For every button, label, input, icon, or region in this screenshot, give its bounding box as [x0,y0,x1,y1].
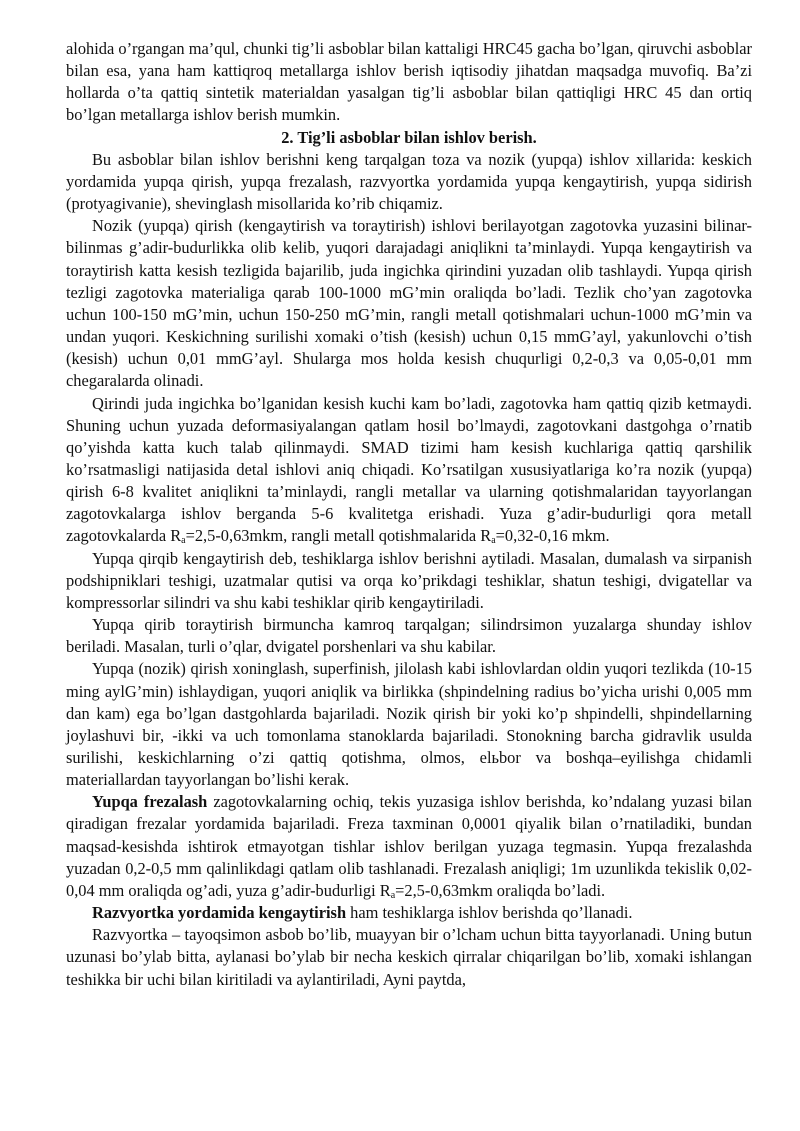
paragraph-reamer-description: Razvyortka – tayoqsimon asbob bo’lib, muayyan bir o’lcham uchun bitta tayyorlanadi. Uning butun uzunasi bo’ylab bitta, aylanasi bo’ylab bir necha keskich qirralar chiqarilgan bo’lib, xomaki ishlangan teshikka bir uchi bilan kiritiladi va aylantiriladi, Ayni paytda, [66,925,752,989]
section-heading: 2. Tig’li asboblar bilan ishlov berish. [281,127,537,147]
term-bold: Yupqa frezalash [92,792,208,812]
text-run: =0,32-0,16 mkm. [495,526,610,546]
paragraph-fine-narrowing: Yupqa qirib toraytirish birmuncha kamroq tarqalgan; silindrsimon yuzalarga shunday ishlov beriladi. Masalan, turli o’qlar, dvigatel porshenlari va shu kabilar. [66,615,752,657]
text-run: =2,5-0,63mkm, rangli metall qotishmalarida R [185,526,492,546]
paragraph-fine-milling [66,791,752,902]
paragraph-reamer-enlarging [66,902,752,924]
paragraph-fine-boring: Nozik (yupqa) qirish (kengaytirish va toraytirish) ishlovi berilayotgan zagotovka yuzasini bilinar-bilinmas g’adir-budurlikka olib kelib, yuqori darajadagi aniqlikni ta’minlaydi. Yupqa kengaytirish va toraytirish katta kesish tezligida bajarilib, juda ingichka qirindini yuzadan olib tashlaydi. Yupqa qirish tezligi zagotovka materialiga qarab 100-1000 mG’min oraliqda bo’ladi. Tezlik cho’yan zagotovka uchun 100-150 mG’min, uchun 150-250 mG’min, rangli metall qotishmalari uchun-1000 mG’min va undan yuqori. Keskichning surilishi xomaki o’tish (kesish) uchun 0,15 mmG’ayl, yakunlovchi o’tish (kesish) uchun 0,01 mmG’ayl. Shularga mos holda kesish chuqurligi 0,2-0,3 va 0,05-0,01 mm chegaralarda olinadi. [66,216,752,391]
subscript: a [491,535,496,547]
paragraph-intro: alohida o’rgangan ma’qul, chunki tig’li asboblar bilan kattaligi HRC45 gacha bo’lgan, qiruvchi asboblar bilan esa, yana ham kattiqroq metallarga ishlov berish iqtisodiy jihatdan maqsadga muvofiq. Ba’zi hollarda o’ta qattiq sintetik materialdan yasalgan tig’li asboblar bilan qattiqligi HRC 45 dan ortiq bo’lgan metallarga ishlov berish mumkin. [66,39,752,125]
paragraph-fine-enlarging: Yupqa qirqib kengaytirish deb, teshiklarga ishlov berishni aytiladi. Masalan, dumalash va sirpanish podshipniklari teshigi, uzatmalar qutisi va orqa ko’prikdagi teshiklar, shatun teshigi, dvigatellar va kompressorlar silindri va shu kabi teshiklar qirib kengaytiriladi. [66,548,752,612]
subscript: a [390,889,396,901]
term-bold: Razvyortka yordamida kengaytirish [92,903,347,923]
text-run: ham teshiklarga ishlov berishda qo’llanadi. [346,903,633,923]
subscript: a [181,535,186,547]
text-run: zagotovkalarning ochiq, tekis yuzasiga ishlov berishda, ko’ndalang yuzasi bilan qiradigan frezalar yordamida bajariladi. Freza taxminan 0,0001 qiyalik bilan o’rnatiladiki, bundan maqsad-kesishda ishtirok etmayotgan tishlar ishlov berilgan yuzaga tegmasin. Yupqa frezalashda yuzadan 0,2-0,5 mm qalinlikdagi qatlam olib tashlanadi. Frezalash aniqligi; 1m uzunlikda tekislik 0,02-0,04 mm oraliqda og’adi, yuza g’adir-budurligi R [66,792,752,900]
text-run: Qirindi juda ingichka bo’lganidan kesish kuchi kam bo’ladi, zagotovka ham qattiq qizib ketmaydi. Shuning uchun yuzada deformasiyalangan qatlam hosil bo’lmaydi, zagotovkani dastgohga o’rnatib qo’yishda katta kuch talab qilinmaydi. SMAD tizimi ham kesish kuchlariga qattiq qarshilik ko’rsatmasligi natijasida detal ishlovi aniq chiqadi. Ko’rsatilgan xususiyatlariga ko’ra nozik (yupqa) qirish 6-8 kvalitet aniqlikni ta’minlaydi, rangli metallar va ularning qotishmalaridan tayyorlangan zagotovkalarga ishlov berganda 5-6 kvalitetga erishadi. Yuza g’adir-budurligi qora metall zagotovkalarda R [66,393,752,546]
text-run: =2,5-0,63mkm oraliqda bo’ladi. [395,880,606,900]
paragraph-tools-overview: Bu asboblar bilan ishlov berishni keng tarqalgan toza va nozik (yupqa) ishlov xillarida: keskich yordamida yupqa qirish, yupqa frezalash, razvyortka yordamida yupqa kengaytirish, yupqa sidirish (protyagivanie), shevinglash misollarida ko’rib chiqamiz. [66,149,752,214]
paragraph-fine-cutting-machines: Yupqa (nozik) qirish xoninglash, superfinish, jilolash kabi ishlovlardan oldin yuqori tezlikda (10-15 ming aylG’min) ishlaydigan, yuqori aniqlik va birlikka (shpindelning radius bo’yicha urishi 0,005 mm dan kam) ega bo’lgan dastgohlarda bajariladi. Nozik qirish bir yoki ko’p shpindelli, shpindellarning joylashuvi bir, -ikki va uch tomonlama stanoklarda bajariladi. Stonokning barcha gidravlik usulda surilishi, keskichlarning o’zi qattiq qotishma, olmos, elьbor va boshqa–eyilishga chidamli materiallardan tayyorlangan bo’lishi kerak. [66,659,752,790]
paragraph-cutting-force [66,393,752,548]
